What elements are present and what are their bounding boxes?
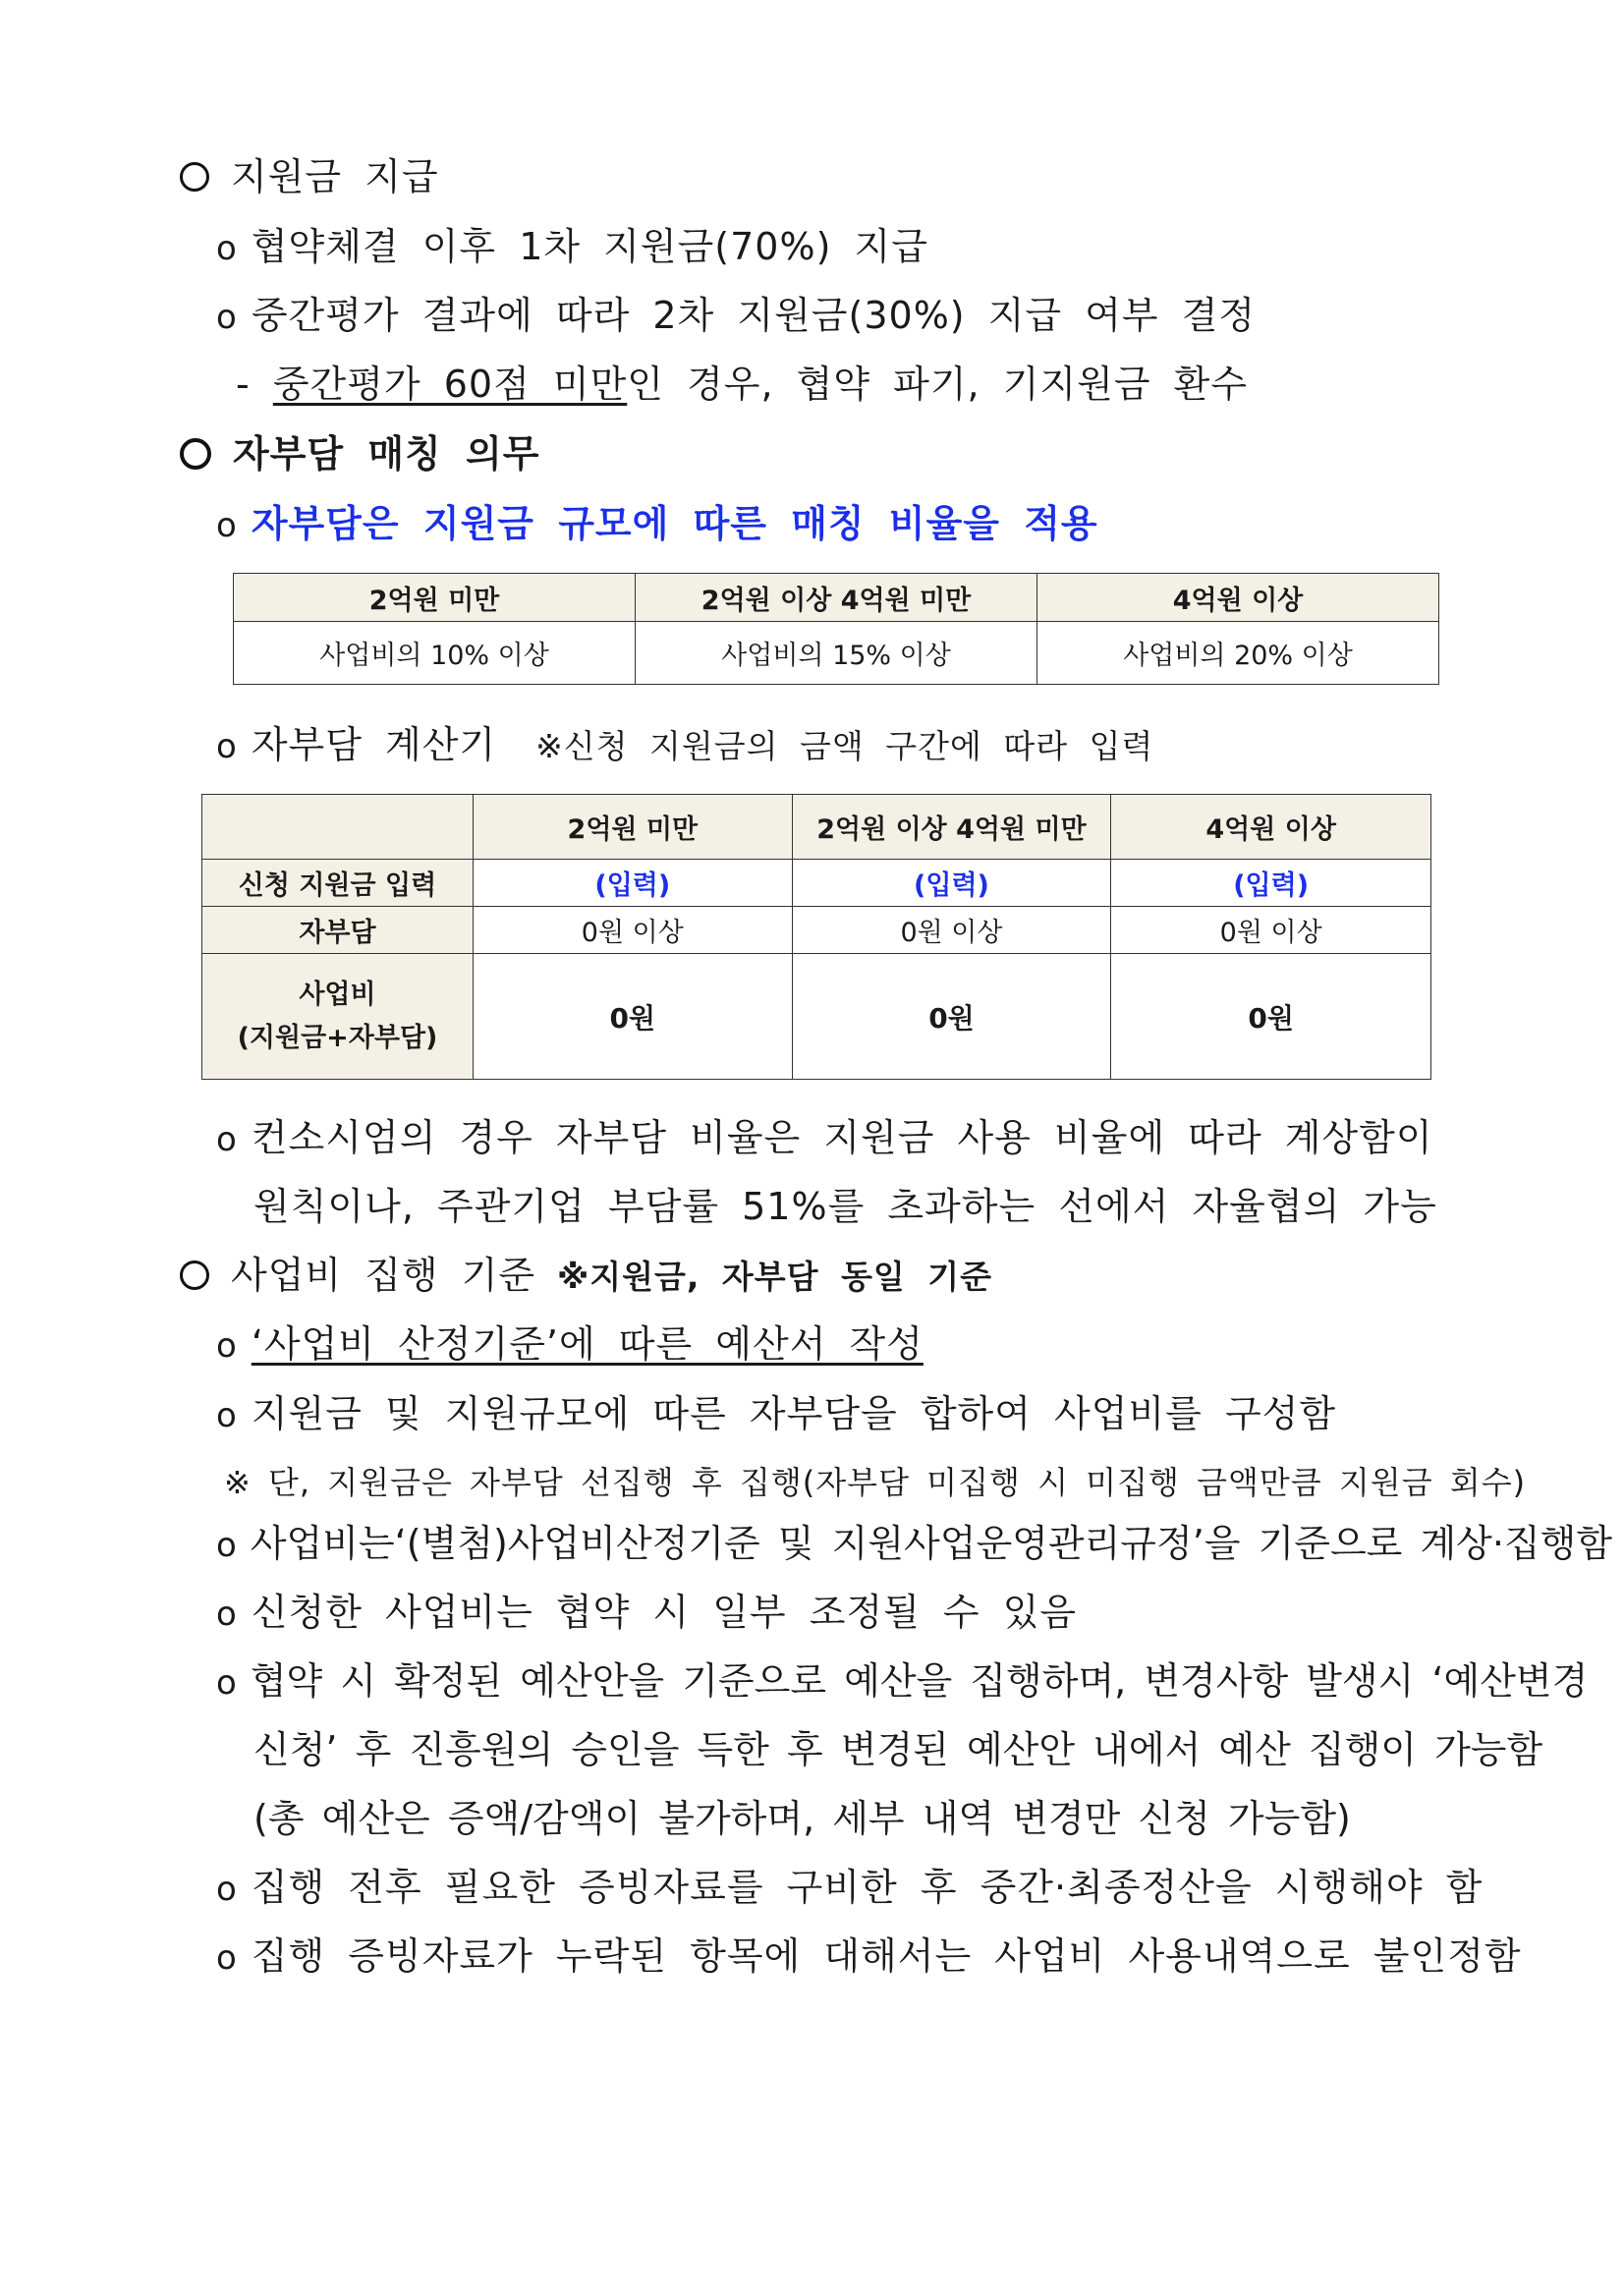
list-item: o 협약체결 이후 1차 지원금(70%) 지급 [216, 225, 928, 268]
row-label: 자부담 [202, 907, 474, 954]
table-header: 2억원 이상 4억원 미만 [636, 574, 1037, 622]
table-header-empty [202, 795, 474, 860]
sub-item: - 중간평가 60점 미만인 경우, 협약 파기, 기지원금 환수 [236, 363, 1249, 406]
amount-input-cell[interactable]: (입력) [792, 860, 1111, 907]
list-item: o 집행 전후 필요한 증빙자료를 구비한 후 중간·최종정산을 시행해야 함 [216, 1866, 1484, 1909]
table-header: 2억원 이상 4억원 미만 [792, 795, 1111, 860]
list-item-continuation: (총 예산은 증액/감액이 불가하며, 세부 내역 변경만 신청 가능함) [253, 1797, 1351, 1840]
table-header: 2억원 미만 [473, 795, 792, 860]
list-item: o 집행 증빙자료가 누락된 항목에 대해서는 사업비 사용내역으로 불인정함 [216, 1934, 1522, 1978]
table-cell: 사업비의 20% 이상 [1037, 622, 1439, 685]
table-cell: 사업비의 15% 이상 [636, 622, 1037, 685]
list-item: o ‘사업비 산정기준’에 따른 예산서 작성 [216, 1322, 924, 1366]
list-item: o 협약 시 확정된 예산안을 기준으로 예산을 집행하며, 변경사항 발생시 ‘예산변경 [216, 1659, 1589, 1703]
list-item: o 신청한 사업비는 협약 시 일부 조정될 수 있음 [216, 1591, 1078, 1634]
list-item: o 중간평가 결과에 따라 2차 지원금(30%) 지급 여부 결정 [216, 294, 1257, 337]
hollow-circle-icon [180, 1260, 209, 1290]
table-header: 2억원 미만 [234, 574, 636, 622]
self-funding-calculator-table [201, 794, 1431, 1080]
list-item-continuation: 원칙이나, 주관기업 부담률 51%를 초과하는 선에서 자율협의 가능 [253, 1185, 1437, 1228]
amount-input-cell[interactable]: (입력) [473, 860, 792, 907]
matching-ratio-table [233, 573, 1439, 685]
row-label: 사업비 (지원금+자부담) [202, 954, 474, 1080]
amount-input-cell[interactable]: (입력) [1111, 860, 1431, 907]
table-cell: 0원 [1111, 954, 1431, 1080]
table-cell: 0원 이상 [1111, 907, 1431, 954]
footnote: ※ 단, 지원금은 자부담 선집행 후 집행(자부담 미집행 시 미집행 금액만큼 지원금 회수) [224, 1464, 1527, 1501]
table-cell: 0원 [792, 954, 1111, 1080]
list-item-continuation: 신청’ 후 진흥원의 승인을 득한 후 변경된 예산안 내에서 예산 집행이 가능함 [253, 1728, 1543, 1771]
section-heading-payment: 지원금 지급 [180, 152, 439, 201]
list-item: o 컨소시엄의 경우 자부담 비율은 지원금 사용 비율에 따라 계상함이 [216, 1116, 1433, 1159]
table-header: 4억원 이상 [1111, 795, 1431, 860]
table-cell: 0원 이상 [473, 907, 792, 954]
table-cell: 사업비의 10% 이상 [234, 622, 636, 685]
list-item: o 사업비는‘(별첨)사업비산정기준 및 지원사업운영관리규정’을 기준으로 계상·집행함 [216, 1522, 1613, 1565]
list-item: o 지원금 및 지원규모에 따른 자부담을 합하여 사업비를 구성함 [216, 1392, 1337, 1435]
row-label: 신청 지원금 입력 [202, 860, 474, 907]
hollow-circle-icon [180, 438, 211, 470]
section-heading-execution: 사업비 집행 기준 ※지원금, 자부담 동일 기준 [180, 1251, 992, 1302]
section-heading-matching: 자부담 매칭 의무 [180, 429, 539, 478]
list-item-highlight: o 자부담은 지원금 규모에 따른 매칭 비율을 적용 [216, 502, 1098, 545]
hollow-circle-icon [180, 162, 209, 192]
table-cell: 0원 이상 [792, 907, 1111, 954]
list-item-calculator: o 자부담 계산기 ※신청 지원금의 금액 구간에 따라 입력 [216, 723, 1154, 766]
table-cell: 0원 [473, 954, 792, 1080]
table-header: 4억원 이상 [1037, 574, 1439, 622]
